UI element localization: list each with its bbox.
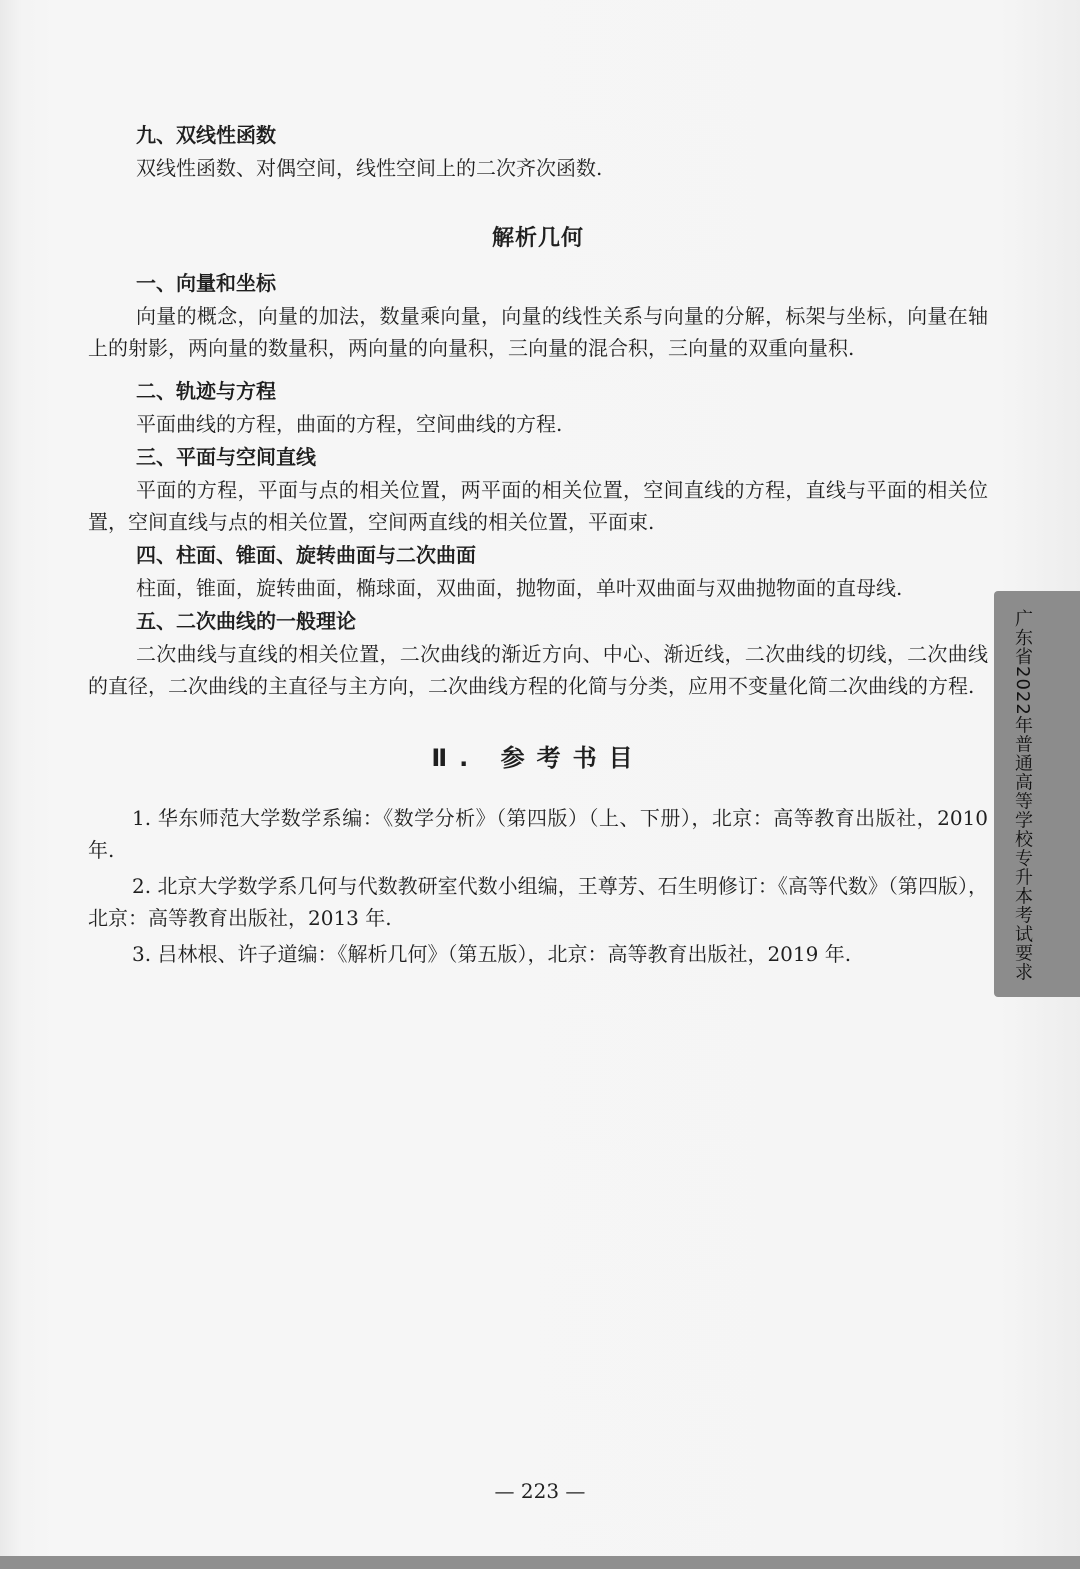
section-heading: 九、双线性函数 — [136, 123, 276, 147]
section-body: 平面的方程，平面与点的相关位置，两平面的相关位置，空间直线的方程，直线与平面的相关位置，空间直线与点的相关位置，空间两直线的相关位置，平面束. — [88, 478, 988, 534]
analytic-section-2 — [88, 374, 988, 440]
analytic-geometry-title: 解析几何 — [491, 226, 584, 251]
analytic-section-3 — [88, 440, 988, 538]
analytic-section-5 — [88, 604, 988, 702]
reference-item: 1. 华东师范大学数学系编：《数学分析》（第四版）（上、下册），北京：高等教育出版社，2010 年. — [88, 806, 988, 862]
section-body: 柱面，锥面，旋转曲面，椭球面，双曲面，抛物面，单叶双曲面与双曲抛物面的直母线. — [136, 576, 903, 600]
section-body: 双线性函数、对偶空间，线性空间上的二次齐次函数. — [136, 156, 603, 180]
page-number: — 223 — — [494, 1479, 586, 1503]
side-tab — [994, 591, 1080, 997]
section-heading: 五、二次曲线的一般理论 — [136, 609, 356, 633]
reference-item: 3. 吕林根、许子道编：《解析几何》（第五版），北京：高等教育出版社，2019 年. — [132, 942, 852, 966]
section-body: 二次曲线与直线的相关位置，二次曲线的渐近方向、中心、渐近线，二次曲线的切线，二次曲线的直径，二次曲线的主直径与主方向，二次曲线方程的化简与分类，应用不变量化简二次曲线的方程. — [88, 642, 988, 698]
side-tab-text: 广东省2022年普通高等学校专升本考试要求 — [1012, 609, 1033, 982]
section-heading: 四、柱面、锥面、旋转曲面与二次曲面 — [136, 543, 476, 567]
section-body: 平面曲线的方程，曲面的方程，空间曲线的方程. — [136, 412, 563, 436]
references-list — [88, 802, 988, 970]
page-content — [88, 118, 988, 974]
section-heading: 三、平面与空间直线 — [136, 445, 316, 469]
section-nine — [88, 118, 988, 184]
analytic-section-1 — [88, 266, 988, 364]
references-title: Ⅱ. 参考书目 — [431, 744, 645, 772]
scan-bottom-edge — [0, 1556, 1080, 1569]
section-body: 向量的概念，向量的加法，数量乘向量，向量的线性关系与向量的分解，标架与坐标，向量在轴上的射影，两向量的数量积，两向量的向量积，三向量的混合积，三向量的双重向量积. — [88, 304, 988, 360]
reference-item: 2. 北京大学数学系几何与代数教研室代数小组编，王尊芳、石生明修订：《高等代数》（第四版），北京：高等教育出版社，2013 年. — [88, 874, 988, 930]
section-heading: 一、向量和坐标 — [136, 271, 276, 295]
section-heading: 二、轨迹与方程 — [136, 379, 276, 403]
analytic-section-4 — [88, 538, 988, 604]
